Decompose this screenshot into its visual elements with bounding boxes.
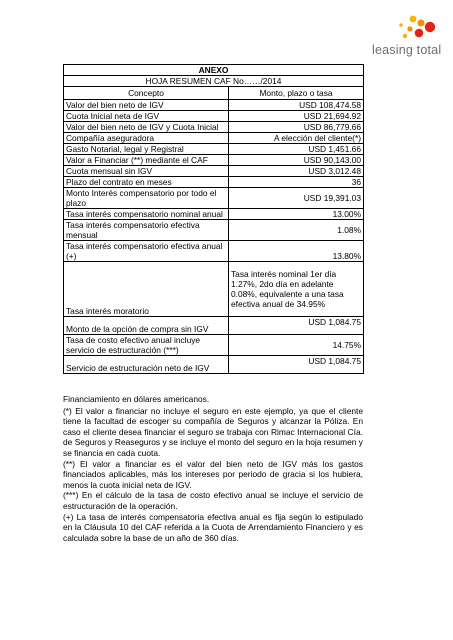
row-label: Tasa interés compensatorio efectiva anual (+) (64, 241, 229, 262)
table-row (64, 356, 364, 374)
table-row (64, 122, 364, 133)
logo-text: leasing total (372, 43, 442, 57)
row-value: 13.00% (229, 209, 364, 220)
row-label: Tasa interés compensatorio efectiva mensual (64, 220, 229, 241)
row-value: 36 (229, 177, 364, 188)
row-label: Plazo del contrato en meses (64, 177, 229, 188)
row-label: Gasto Notarial, legal y Registral (64, 144, 229, 155)
table-row (64, 166, 364, 177)
table-row (64, 100, 364, 111)
table-row (64, 262, 364, 317)
summary-table (63, 64, 364, 374)
footnotes (63, 394, 363, 543)
table-row (64, 209, 364, 220)
row-label: Tasa interés compensatorio nominal anual (64, 209, 229, 220)
note-effective-cost: (***) En el cálculo de la tasa de costo efectivo anual se incluye el servicio de estructuración de la operación. (63, 490, 363, 511)
column-header-amount: Monto, plazo o tasa (229, 87, 364, 100)
leasing-total-logo (370, 12, 450, 60)
row-value: USD 19,391.03 (229, 188, 364, 209)
annex-title: ANEXO (64, 65, 364, 76)
row-label: Cuota Inicial neta de IGV (64, 111, 229, 122)
table-row (64, 188, 364, 209)
row-value: USD 3,012.48 (229, 166, 364, 177)
row-value: USD 1,084.75 (229, 356, 364, 374)
note-currency: Financiamiento en dólares americanos. (63, 394, 210, 404)
note-fixed-rate: (+) La tasa de interés compensatoria efectiva anual es fija según lo estipulado en la Cláusula 10 del CAF referida a la Cuota de Arrendamiento Financiero y es calculada sobre la base de un año de 360 días. (63, 511, 363, 543)
row-value: A elección del cliente(*) (229, 133, 364, 144)
row-value: USD 1,084.75 (229, 317, 364, 335)
table-row (64, 155, 364, 166)
row-label: Tasa interés moratorio (64, 262, 229, 317)
row-label: Tasa de costo efectivo anual incluye servicio de estructuración (***) (64, 335, 229, 356)
row-label: Monto Interés compensatorio por todo el plazo (64, 188, 229, 209)
row-label: Servicio de estructuración neto de IGV (64, 356, 229, 374)
row-value: USD 86,779.66 (229, 122, 364, 133)
row-value: 1.08% (229, 220, 364, 241)
row-label: Valor del bien neto de IGV (64, 100, 229, 111)
table-row (64, 317, 364, 335)
row-value: USD 1,451.66 (229, 144, 364, 155)
row-value: USD 90,143.00 (229, 155, 364, 166)
row-label: Compañía aseguradora (64, 133, 229, 144)
row-value: 14.75% (229, 335, 364, 356)
table-row (64, 177, 364, 188)
table-row (64, 220, 364, 241)
row-value: Tasa interés nominal 1er día 1.27%, 2do día en adelante 0.08%, equivalente a una tasa efectiva anual de 34.95% (229, 262, 364, 317)
table-row (64, 111, 364, 122)
table-row (64, 241, 364, 262)
row-label: Cuota mensual sin IGV (64, 166, 229, 177)
row-value: 13.80% (229, 241, 364, 262)
column-header-concept: Concepto (64, 87, 229, 100)
row-label: Monto de la opción de compra sin IGV (64, 317, 229, 335)
row-label: Valor a Financiar (**) mediante el CAF (64, 155, 229, 166)
row-value: USD 108,474.58 (229, 100, 364, 111)
row-value: USD 21,694.92 (229, 111, 364, 122)
row-label: Valor del bien neto de IGV y Cuota Inicial (64, 122, 229, 133)
logo-dots-icon (370, 12, 450, 42)
table-row (64, 144, 364, 155)
note-financed-value: (**) El valor a financiar es el valor del bien neto de IGV más los gastos financiados aplicables, más los intereses por periodo de gracia si los hubiera, menos la cuota inicial neta de IGV. (63, 458, 363, 490)
note-insurance: (*) El valor a financiar no incluye el seguro en este ejemplo, ya que el cliente tiene la facultad de escoger su compañía de Seguros y alcanzar la Póliza. En caso el cliente desea financiar el seguro se trabaja con Rimac Internacional Cía. de Seguros y Reaseguros y se incluye el monto del seguro en la hoja resumen y se financia en cada cuota. (63, 405, 363, 458)
annex-subtitle: HOJA RESUMEN CAF No……/2014 (64, 76, 364, 87)
table-row (64, 133, 364, 144)
table-row (64, 335, 364, 356)
